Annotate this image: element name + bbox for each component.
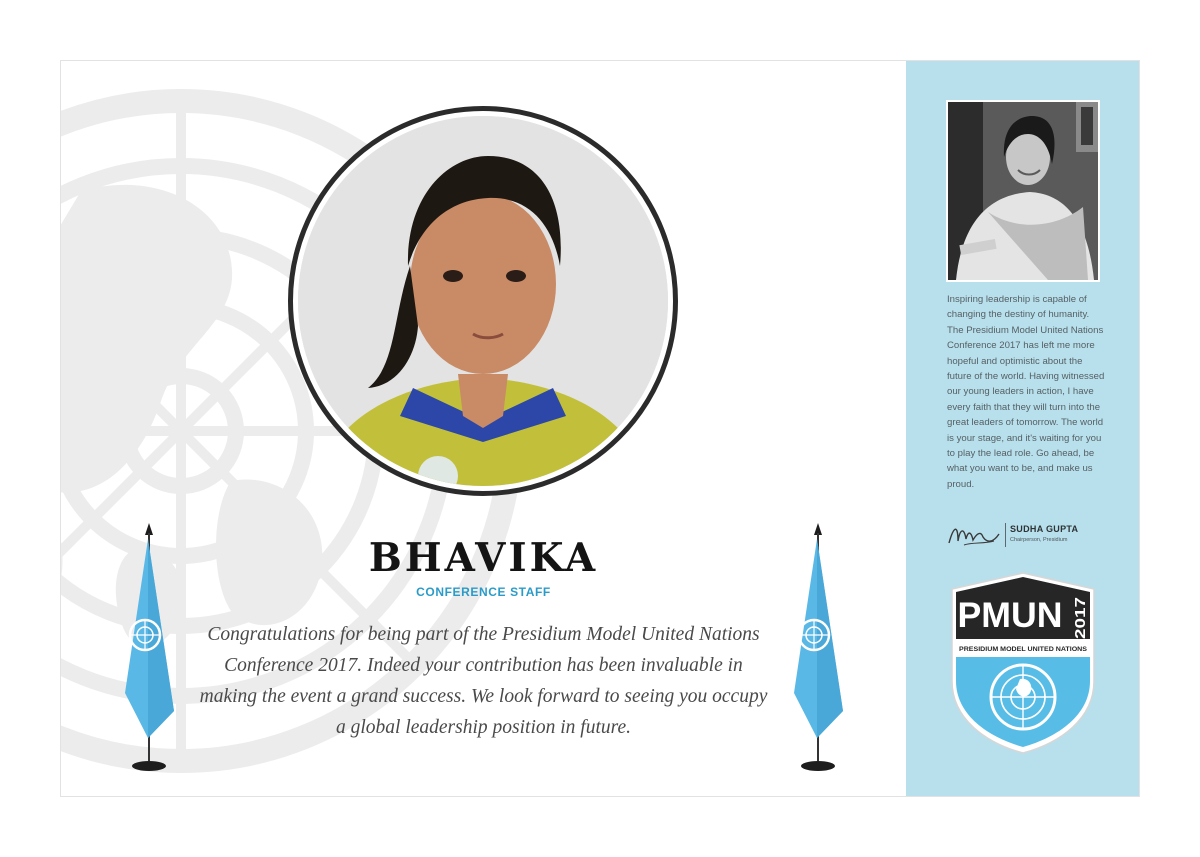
chairperson-quote: Inspiring leadership is capable of changing the destiny of humanity. The Presidium Model United Nations Conference 2017 has left me more hopeful and optimistic about the future of the world. Having witnessed our young leaders in action, I have every faith that they will turn into the great leaders of tomorrow. The world is your stage, and it's waiting for you to play the lead role. Go ahead, be what you want to be, and make us proud. [947, 294, 1105, 490]
logo-acronym: PMUN [957, 596, 1063, 635]
un-flag-icon [119, 523, 179, 773]
logo-tagline: PRESIDIUM MODEL UNITED NATIONS [959, 646, 1087, 653]
signature-icon [946, 521, 1002, 549]
recipient-role: CONFERENCE STAFF [416, 585, 551, 599]
certificate-main [61, 61, 906, 797]
certificate-card [60, 60, 1140, 797]
student-photo [298, 116, 668, 486]
logo-year: 2017 [1072, 605, 1089, 639]
signatory-name: SUDHA GUPTA [1010, 524, 1079, 534]
signature-divider [1005, 523, 1006, 547]
chairperson-photo [946, 100, 1100, 282]
signatory-title: Chairperson, Presidium [1010, 537, 1068, 543]
pmun-shield-logo-icon [948, 569, 1098, 755]
un-flag-icon [788, 523, 848, 773]
certificate-message: Congratulations for being part of the Presidium Model United Nations Conference 2017. Indeed your contribution has been invaluable in making the event a grand success. We look forward to seeing you occupy a global leadership position in future. [199, 624, 768, 738]
signature-block [946, 521, 1106, 549]
student-portrait [288, 106, 678, 496]
chairperson-sidebar [906, 61, 1140, 797]
recipient-name: BHAVIKA [368, 535, 599, 581]
